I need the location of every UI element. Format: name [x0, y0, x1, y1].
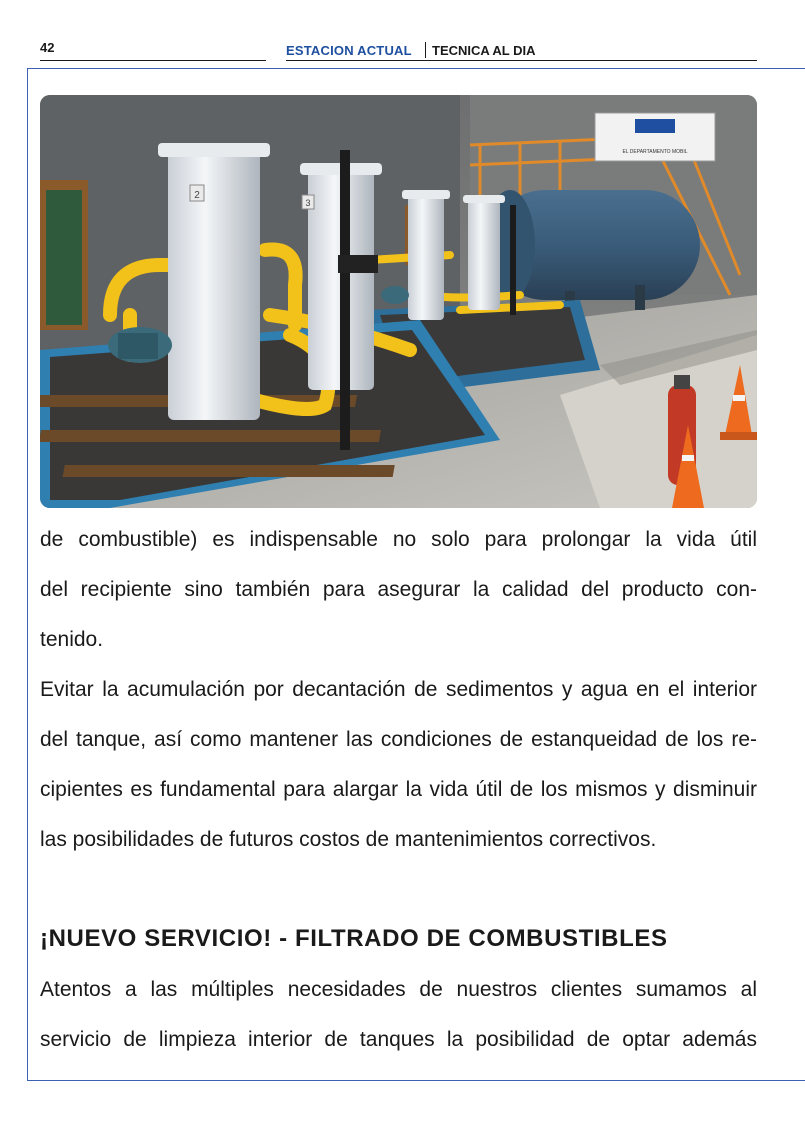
- svg-text:3: 3: [305, 198, 311, 208]
- section-heading: ¡NUEVO SERVICIO! - FILTRADO DE COMBUSTIBLES: [40, 925, 668, 952]
- body-line: Evitar la acumulación por decantación de sedimentos y agua en el interior: [40, 678, 757, 701]
- svg-text:2: 2: [194, 190, 200, 201]
- body-line: Atentos a las múltiples necesidades de nuestros clientes sumamos al: [40, 978, 757, 1001]
- sign-text: EL DEPARTAMENTO MOBIL: [622, 149, 688, 155]
- body-line: cipientes es fundamental para alargar la vida útil de los mismos y disminuir: [40, 778, 757, 801]
- header-section-title: ESTACION ACTUAL: [286, 43, 412, 58]
- body-line: tenido.: [40, 628, 104, 651]
- header-rubric: TECNICA AL DIA: [432, 43, 536, 58]
- body-line: servicio de limpieza interior de tanques la posibilidad de optar además: [40, 1028, 757, 1051]
- frame-bottom-border: [27, 1080, 805, 1081]
- body-line: del recipiente sino también para asegurar la calidad del producto con-: [40, 578, 757, 601]
- page-number: 42: [40, 40, 55, 55]
- header-separator: [425, 42, 426, 58]
- body-line: las posibilidades de futuros costos de mantenimientos correctivos.: [40, 828, 657, 851]
- filtration-plant-photo: [40, 95, 757, 508]
- frame-left-border: [27, 68, 28, 1081]
- header-rule-left: [40, 60, 266, 61]
- frame-top-border: [27, 68, 805, 69]
- body-line: del tanque, así como mantener las condiciones de estanqueidad de los re-: [40, 728, 757, 751]
- body-line: de combustible) es indispensable no solo para prolongar la vida útil: [40, 528, 757, 551]
- header-rule-right: [286, 60, 757, 61]
